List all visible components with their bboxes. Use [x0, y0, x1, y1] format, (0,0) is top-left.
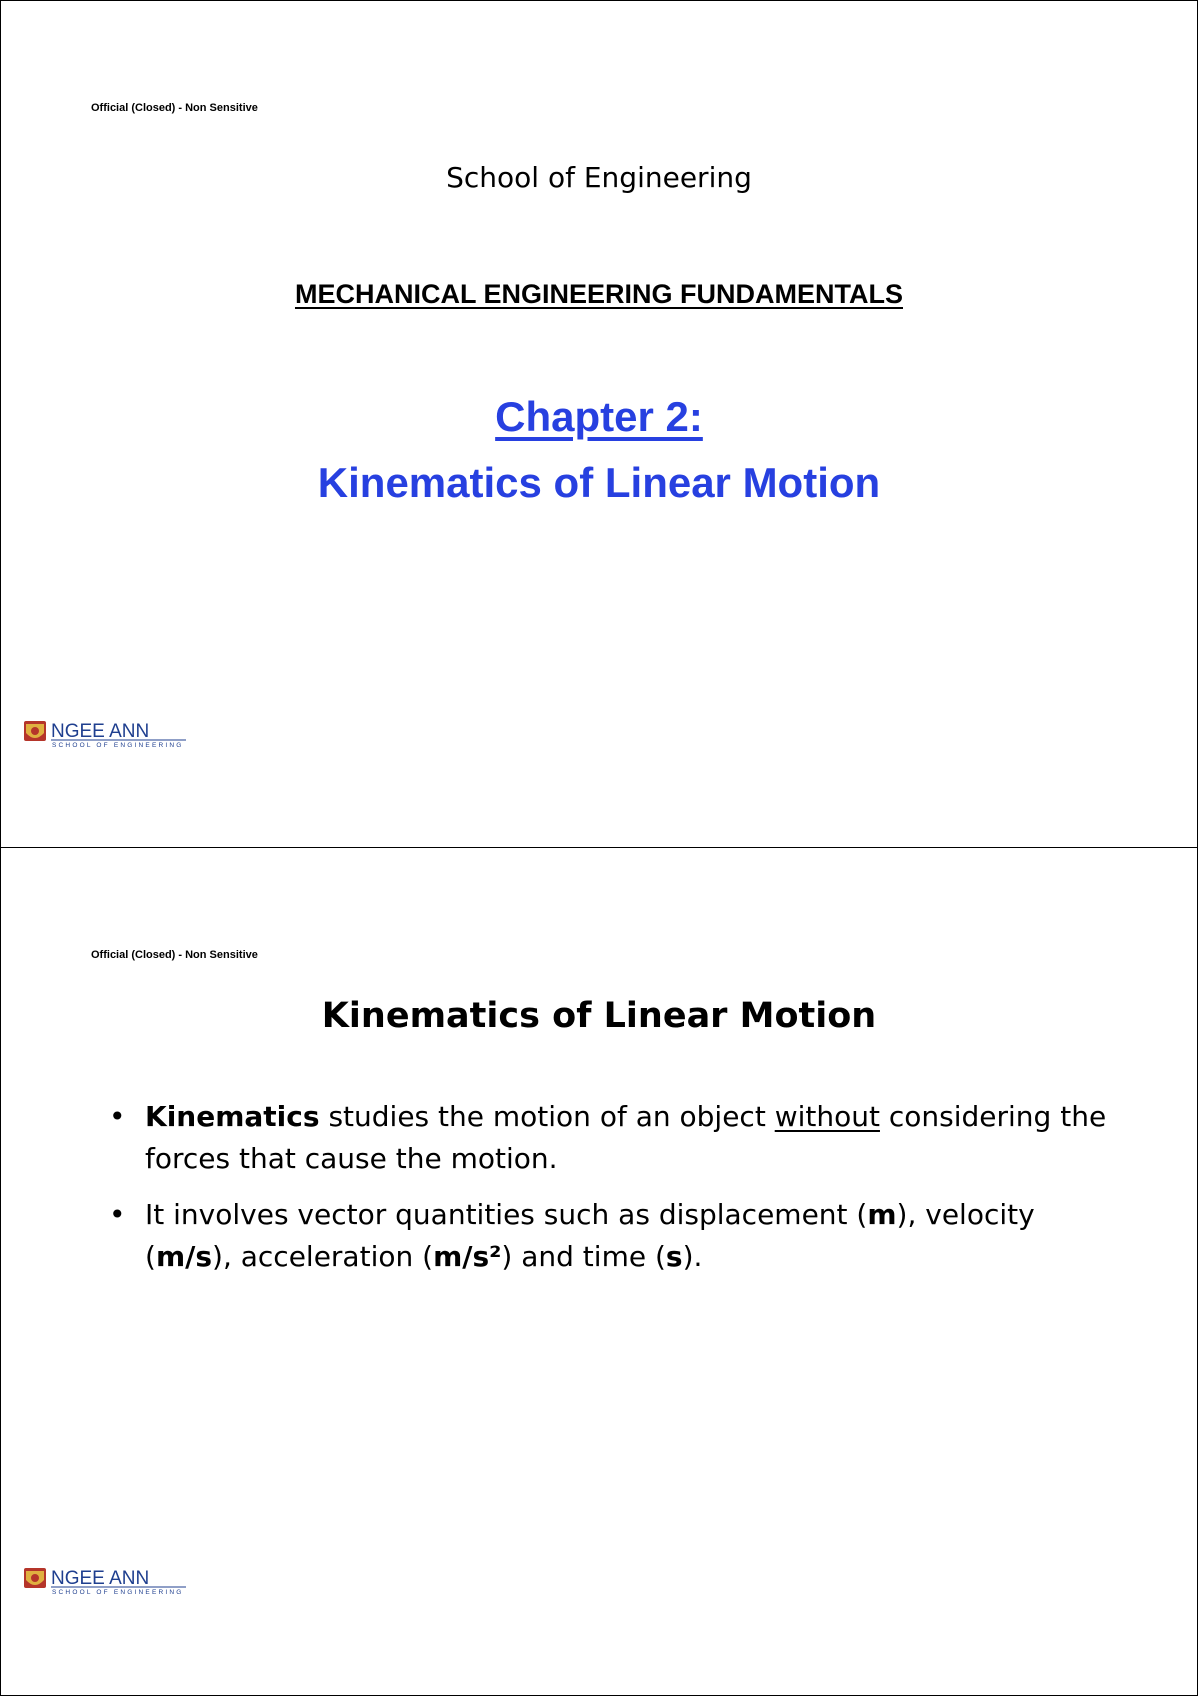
- unit-time: s: [665, 1240, 683, 1273]
- logo-name: NGEE ANN: [51, 1568, 150, 1589]
- school-name: School of Engineering: [446, 161, 752, 194]
- term-kinematics: Kinematics: [145, 1100, 320, 1133]
- bullet-text: It involves vector quantities such as displacement (: [145, 1198, 868, 1231]
- classification-label: Official (Closed) - Non Sensitive: [91, 949, 258, 961]
- chapter-number: Chapter 2:: [495, 393, 703, 440]
- ngee-ann-crest-icon: [23, 1566, 193, 1596]
- bullet-list: [109, 1096, 1109, 1292]
- emphasis-without: without: [774, 1100, 880, 1133]
- logo-subtitle: SCHOOL OF ENGINEERING: [52, 1589, 184, 1596]
- content-slide: [0, 847, 1198, 1696]
- bullet-text: ), acceleration (: [212, 1240, 434, 1273]
- bullet-text: ), velocity (: [145, 1198, 1035, 1273]
- slide-heading: Kinematics of Linear Motion: [321, 996, 877, 1036]
- chapter-title: Kinematics of Linear Motion: [317, 459, 881, 506]
- bullet-text: considering the forces that cause the motion.: [145, 1100, 1107, 1175]
- logo-subtitle: SCHOOL OF ENGINEERING: [52, 742, 184, 749]
- ngee-ann-logo: [23, 1566, 193, 1596]
- unit-displacement: m: [867, 1198, 897, 1231]
- unit-velocity: m/s: [155, 1240, 213, 1273]
- title-slide: [0, 0, 1198, 849]
- bullet-text: ).: [682, 1240, 703, 1273]
- ngee-ann-logo: [23, 719, 193, 749]
- bullet-text: ) and time (: [501, 1240, 666, 1273]
- unit-acceleration: m/s²: [433, 1240, 502, 1273]
- bullet-item: [109, 1096, 1109, 1180]
- bullet-text: studies the motion of an object: [319, 1100, 775, 1133]
- bullet-item: [109, 1194, 1109, 1278]
- course-title: MECHANICAL ENGINEERING FUNDAMENTALS: [294, 279, 903, 309]
- bullet-marker: •: [109, 1198, 126, 1231]
- bullet-marker: •: [109, 1100, 126, 1133]
- classification-label: Official (Closed) - Non Sensitive: [91, 102, 258, 114]
- ngee-ann-crest-icon: [23, 719, 193, 749]
- logo-name: NGEE ANN: [51, 721, 150, 742]
